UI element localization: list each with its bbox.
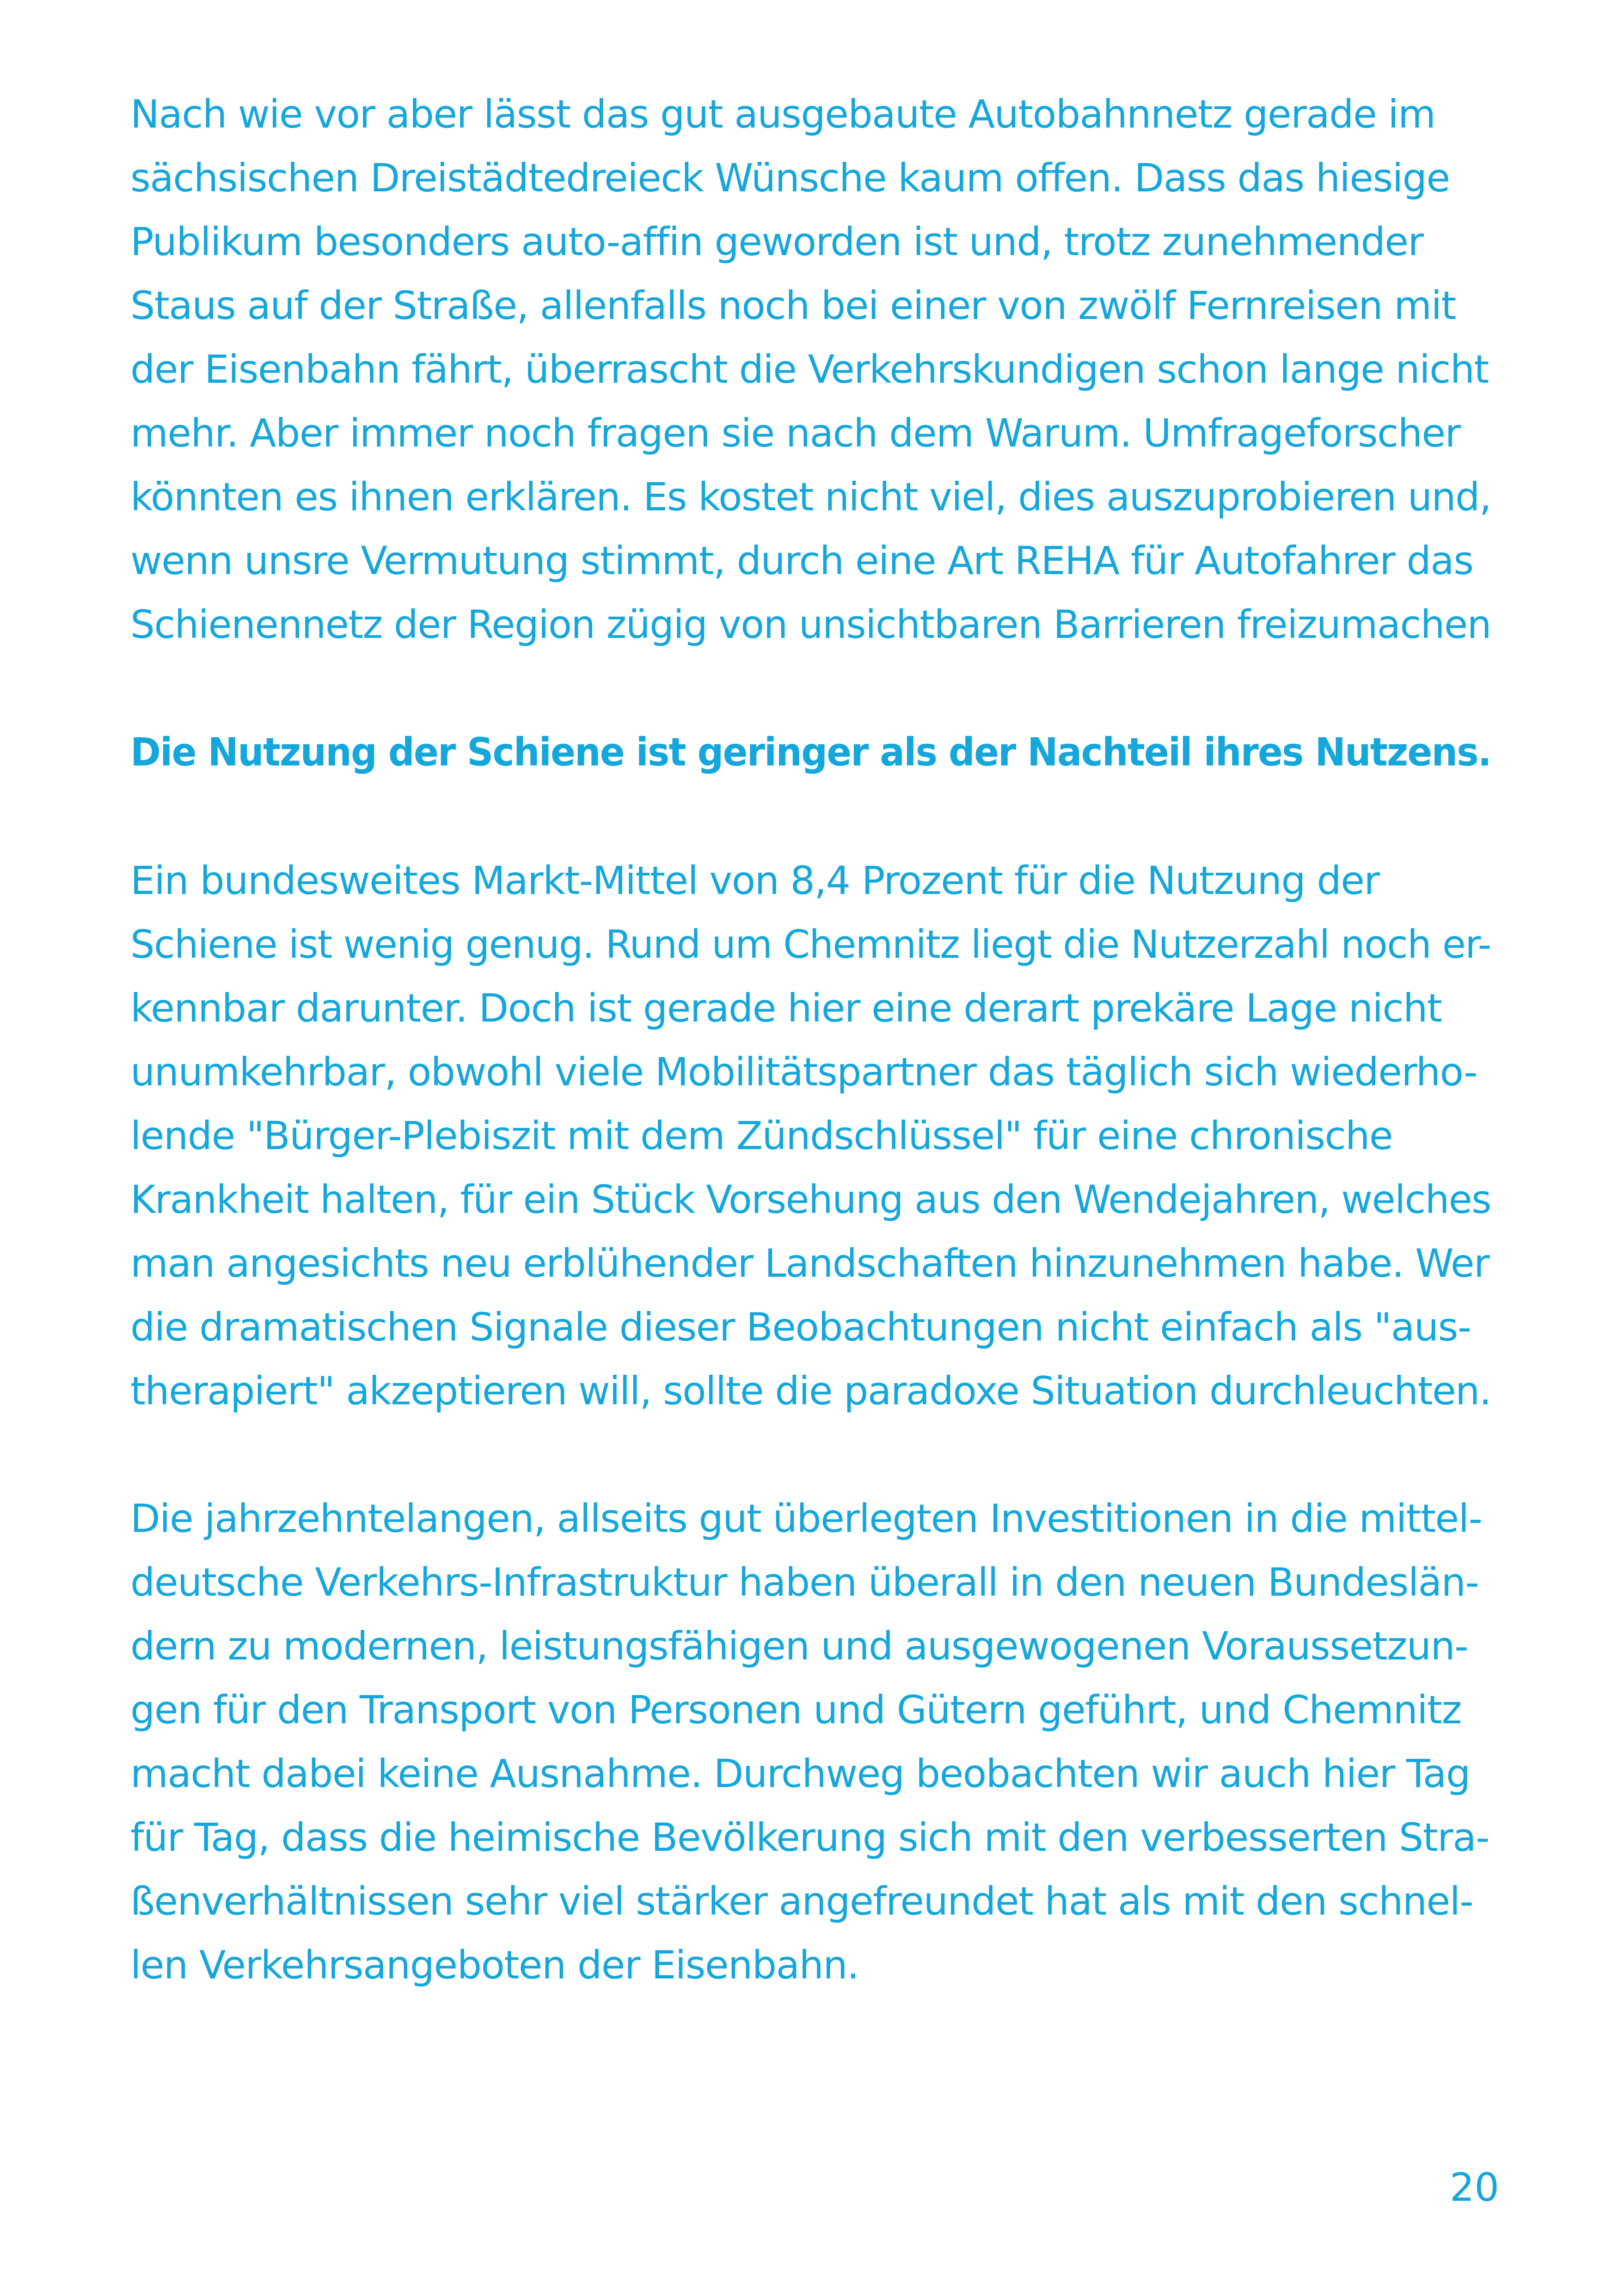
paragraph-line: Schienennetz der Region zügig von unsichtbaren Barrieren freizumachen [130, 602, 1491, 647]
paragraph-line: Krankheit halten, für ein Stück Vorsehung aus den Wendejahren, welches [130, 1177, 1491, 1222]
paragraph-line: unumkehrbar, obwohl viele Mobilitätspartner das täglich sich wiederho- [130, 1049, 1477, 1095]
paragraph-line: gen für den Transport von Personen und Gütern geführt, und Chemnitz [130, 1687, 1462, 1733]
paragraph-line: Schiene ist wenig genug. Rund um Chemnitz liegt die Nutzerzahl noch er- [130, 922, 1491, 967]
paragraph-line: Die jahrzehntelangen, allseits gut überlegten Investitionen in die mittel- [130, 1496, 1482, 1541]
paragraph-line: Staus auf der Straße, allenfalls noch bei einer von zwölf Fernreisen mit [130, 283, 1456, 328]
paragraph-line: len Verkehrsangeboten der Eisenbahn. [130, 1942, 859, 1988]
paragraph-line: könnten es ihnen erklären. Es kostet nicht viel, dies auszuprobieren und, [130, 474, 1491, 520]
paragraph-line: für Tag, dass die heimische Bevölkerung sich mit den verbesserten Stra- [130, 1815, 1489, 1860]
paragraph-line: lende "Bürger-Plebiszit mit dem Zündschlüssel" für eine chronische [130, 1113, 1393, 1158]
paragraph-line: dern zu modernen, leistungsfähigen und ausgewogenen Voraussetzun- [130, 1623, 1468, 1669]
paragraph-line: Ein bundesweites Markt-Mittel von 8,4 Prozent für die Nutzung der [130, 858, 1379, 903]
paragraph-line: der Eisenbahn fährt, überrascht die Verkehrskundigen schon lange nicht [130, 347, 1489, 392]
paragraph-line: sächsischen Dreistädtedreieck Wünsche kaum offen. Dass das hiesige [130, 155, 1450, 201]
paragraph-line: macht dabei keine Ausnahme. Durchweg beobachten wir auch hier Tag [130, 1751, 1470, 1796]
paragraph-line: Publikum besonders auto-affin geworden ist und, trotz zunehmender [130, 219, 1423, 264]
paragraph-line: ßenverhältnissen sehr viel stärker angefreundet hat als mit den schnel- [130, 1879, 1473, 1924]
paragraph-line: therapiert" akzeptieren will, sollte die paradoxe Situation durchleuchten. [130, 1368, 1491, 1414]
paragraph-line: Nach wie vor aber lässt das gut ausgebaute Autobahnnetz gerade im [130, 92, 1435, 137]
paragraph-line: die dramatischen Signale dieser Beobachtungen nicht einfach als "aus- [130, 1304, 1471, 1350]
paragraph-line: deutsche Verkehrs-Infrastruktur haben überall in den neuen Bundeslän- [130, 1560, 1479, 1605]
paragraph-line: kennbar darunter. Doch ist gerade hier eine derart prekäre Lage nicht [130, 986, 1442, 1031]
page-number: 20 [1450, 2165, 1499, 2210]
paragraph-line: man angesichts neu erblühender Landschaften hinzunehmen habe. Wer [130, 1241, 1489, 1286]
paragraph-line: mehr. Aber immer noch fragen sie nach dem Warum. Umfrageforscher [130, 410, 1460, 456]
paragraph-line: wenn unsre Vermutung stimmt, durch eine Art REHA für Autofahrer das [130, 538, 1473, 583]
section-heading: Die Nutzung der Schiene ist geringer als der Nachteil ihres Nutzens. [130, 729, 1491, 775]
